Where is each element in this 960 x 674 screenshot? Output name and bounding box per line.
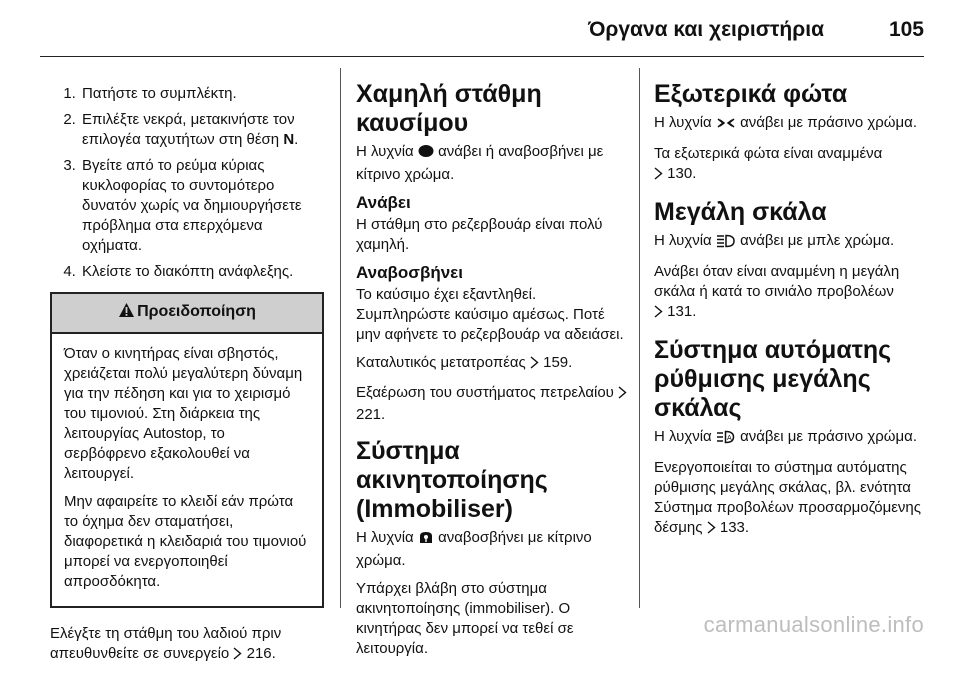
warning-header (52, 294, 322, 334)
oil-check-text: Ελέγξτε τη στάθμη του λαδιού πριν απευθυνθείτε σε συνεργείο 216. (50, 624, 324, 666)
svg-text:A: A (726, 435, 732, 442)
immobiliser-title: Σύστημα ακινητοποίησης (Immobiliser) (356, 437, 548, 523)
page-header (40, 18, 924, 48)
flashes-text: Το καύσιμο έχει εξαντληθεί. Συμπληρώστε καύσιμο αμέσως. Ποτέ μην αφήνετε το ρεζερβουάρ να αδειάσει. (356, 286, 624, 343)
watermark: carmanualsonline.info (703, 612, 924, 637)
column-3 (654, 80, 926, 552)
auto-high-beam-section (654, 336, 926, 540)
page-reference-arrow-icon (233, 646, 242, 666)
catalytic-reference: Καταλυτικός μετατροπέας 159. (356, 353, 628, 375)
warning-body (52, 334, 322, 606)
high-beam-desc: Ανάβει όταν είναι αναμμένη η μεγάλη σκάλα ή κατά το σινιάλο προβολέων 131. (654, 262, 926, 324)
bleed-reference: Εξαέρωση του συστήματος πετρελαίου 221. (356, 383, 628, 425)
warning-paragraph-1: Όταν ο κινητήρας είναι σβηστός, χρειάζεται πολύ μεγαλύτερη δύναμη για την πέδηση και για το χειρισμό του τιμονιού. Στη διάρκεια της λειτουργίας Autostop, το σερβόφρενο εξακολουθεί να λειτουργεί. (64, 345, 303, 482)
high-beam-icon (716, 234, 736, 254)
oil-check-ref: 216. (246, 645, 276, 662)
auto-high-beam-desc: Ενεργοποιείται το σύστημα αυτόματης ρύθμισης μεγάλης σκάλας, βλ. ενότητα Σύστημα προβολέων προσαρμοζόμενης δέσμης 133. (654, 458, 926, 540)
warning-box (50, 292, 324, 608)
page-reference-arrow-icon (618, 385, 627, 405)
step-2: 2. Επιλέξτε νεκρά, μετακινήστε τον επιλογέα ταχυτήτων στη θέση N. (80, 110, 324, 150)
low-fuel-intro: Η λυχνία ανάβει ή αναβοσβήνει με κίτρινο χρώμα. (356, 143, 604, 183)
page-number: 105 (888, 18, 924, 41)
warning-paragraph-2: Μην αφαιρείτε το κλειδί εάν πρώτα το όχημα δεν σταματήσει, διαφορετικά η κλειδαριά του τιμονιού μπορεί να ενεργοποιηθεί απροσδόκητα. (64, 493, 307, 590)
auto-high-beam-intro: Η λυχνία A ανάβει με πράσινο χρώμα. (654, 427, 926, 450)
flashes-heading: Αναβοσβήνει (356, 263, 463, 282)
high-beam-section (654, 198, 926, 324)
column-divider-right (639, 68, 640, 608)
warning-title: Προειδοποίηση (137, 303, 256, 320)
lights-heading: Ανάβει (356, 193, 411, 212)
exterior-lights-intro: Η λυχνία ανάβει με πράσινο χρώμα. (654, 113, 926, 136)
header-title: Όργανα και χειριστήρια (588, 18, 824, 41)
immobiliser-key-icon (418, 529, 434, 551)
steps-list (50, 84, 324, 282)
column-2 (356, 80, 628, 671)
header-rule (40, 56, 924, 57)
page-reference-arrow-icon (530, 355, 539, 375)
page-reference-arrow-icon (654, 304, 663, 324)
warning-triangle-icon (118, 302, 135, 324)
immobiliser-fault-text: Υπάρχει βλάβη στο σύστημα ακινητοποίησης (immobiliser). Ο κινητήρας δεν μπορεί να τεθεί σε λειτουργία. (356, 580, 574, 657)
lights-text: Η στάθμη στο ρεζερβουάρ είναι πολύ χαμηλή. (356, 216, 603, 253)
immobiliser-intro: Η λυχνία αναβοσβήνει με κίτρινο χρώμα. (356, 529, 592, 569)
auto-high-beam-icon (716, 430, 736, 450)
page-reference-arrow-icon (654, 166, 663, 186)
high-beam-intro: Η λυχνία ανάβει με μπλε χρώμα. (654, 231, 926, 254)
side-lights-icon (716, 116, 736, 136)
column-1 (50, 84, 324, 674)
step-3: 3. Βγείτε από το ρεύμα κύριας κυκλοφορίας το συντομότερο δυνατόν χωρίς να δημιουργήσετε πρόβλημα στα επερχόμενα οχήματα. (80, 156, 324, 256)
step-1: 1. Πατήστε το συμπλέκτη. (80, 84, 324, 104)
exterior-lights-section (654, 80, 926, 186)
immobiliser-section (356, 437, 628, 659)
step-4: 4. Κλείστε το διακόπτη ανάφλεξης. (80, 262, 324, 282)
fuel-drop-icon (418, 143, 434, 165)
auto-high-beam-title: Σύστημα αυτόματης ρύθμισης μεγάλης σκάλας (654, 336, 892, 422)
high-beam-title: Μεγάλη σκάλα (654, 198, 827, 226)
exterior-lights-title: Εξωτερικά φώτα (654, 80, 848, 108)
exterior-lights-on: Τα εξωτερικά φώτα είναι αναμμένα 130. (654, 144, 926, 186)
column-divider-left (340, 68, 341, 608)
neutral-gear: N (283, 131, 295, 148)
low-fuel-section (356, 80, 628, 425)
page-reference-arrow-icon (707, 520, 716, 540)
low-fuel-title: Χαμηλή στάθμη καυσίμου (356, 80, 542, 137)
